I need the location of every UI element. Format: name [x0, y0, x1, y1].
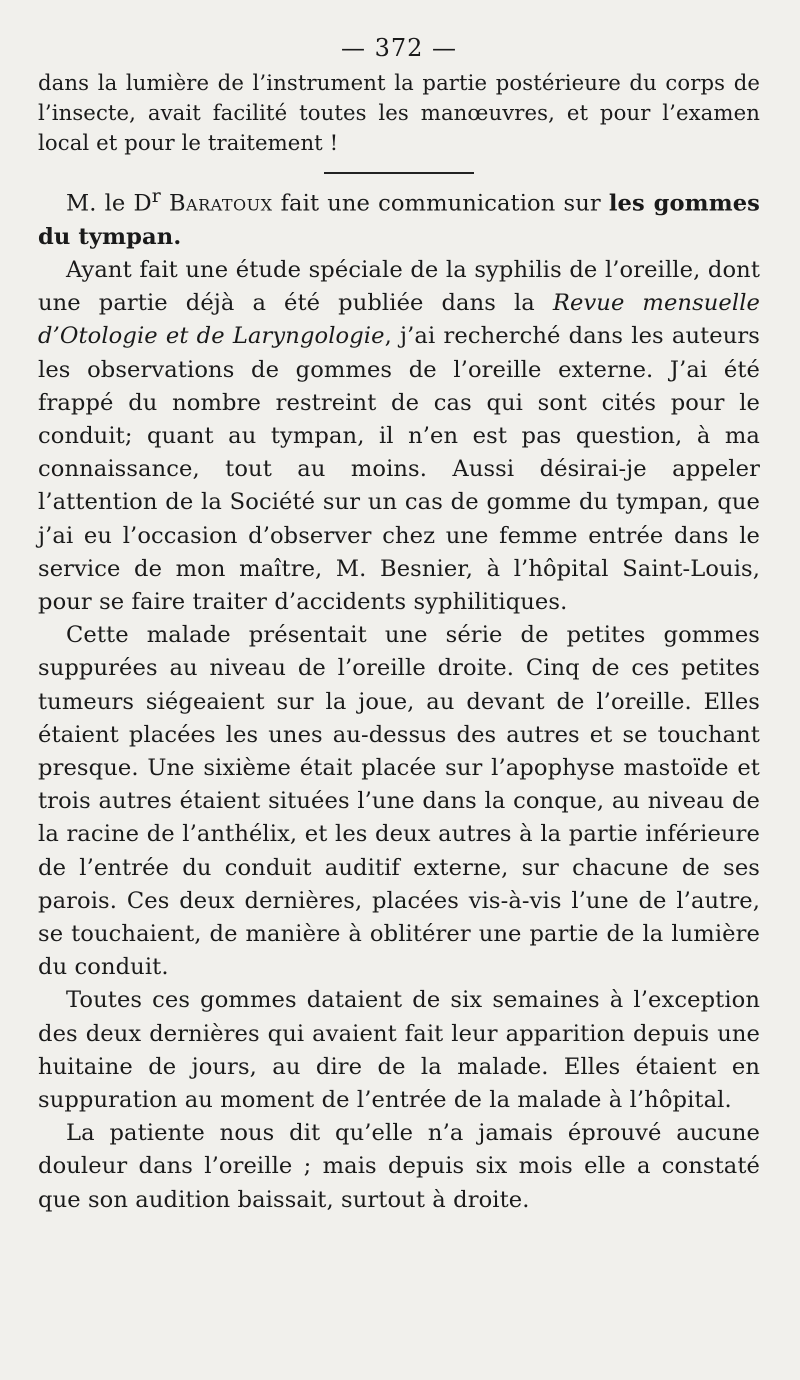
paragraph-3: Toutes ces gommes dataient de six semaines à l’exception des deux dernières qui avaient fait leur apparition depuis une huitaine de jours, au dire de la malade. Elles étaient en suppuration au moment de l’entrée de la malade à l’hôpital. — [38, 987, 760, 1114]
paragraph-1-text-a: Ayant fait une étude spéciale de la syphilis de l’oreille, dont une partie déjà a été publiée dans la — [38, 256, 760, 317]
announcement-paragraph — [38, 180, 760, 254]
page-number: — 372 — — [340, 34, 458, 62]
paragraph-4: La patiente nous dit qu’elle n’a jamais éprouvé aucune douleur dans l’oreille ; mais depuis six mois elle a constaté que son audition baissait, surtout à droite. — [38, 1120, 760, 1213]
doctor-title-superscript: r — [151, 186, 161, 207]
communication-subject: les gommes du tympan. — [38, 190, 760, 250]
paragraph-2: Cette malade présentait une série de petites gommes suppurées au niveau de l’oreille droite. Cinq de ces petites tumeurs siégeaient sur la joue, au devant de l’oreille. Elles étaient placées les unes au-dessus des autres et se touchant presque. Une sixième était placée sur l’apophyse mastoïde et trois autres étaient situées l’une dans la conque, au niveau de la racine de l’anthélix, et les deux autres à la partie inférieure de l’entrée du conduit auditif externe, sur chacune de ses parois. Ces deux dernières, placées vis-à-vis l’une de l’autre, se touchaient, de manière à oblitérer une partie de la lumière du conduit. — [38, 622, 760, 981]
paragraph-1 — [38, 254, 760, 619]
announcement-middle: fait une communication sur — [272, 190, 609, 217]
paragraph-1-text-b: , j’ai recherché dans les auteurs les observations de gommes de l’oreille externe. J’ai été frappé du nombre restreint de cas qui sont cités pour le conduit; quant au tympan, il n’en est pas question, à ma connaissance, tout au moins. Aussi désirai-je appeler l’attention de la Société sur un cas de gomme du tympan, que j’ai eu l’occasion d’observer chez une femme entrée dans le service de mon maître, M. Besnier, à l’hôpital Saint-Louis, pour se faire traiter d’accidents syphilitiques. — [38, 323, 761, 615]
intro-paragraph: dans la lumière de l’instrument la partie postérieure du corps de l’insecte, avait facilité toutes les manœuvres, et pour l’examen local et pour le traitement ! — [38, 70, 760, 155]
section-divider — [324, 172, 474, 174]
speaker-name: Baratoux — [168, 190, 273, 217]
announcement-prefix: M. le D — [66, 190, 152, 217]
journal-title: Revue mensuelle d’Otologie et de Laryngologie — [38, 290, 761, 350]
